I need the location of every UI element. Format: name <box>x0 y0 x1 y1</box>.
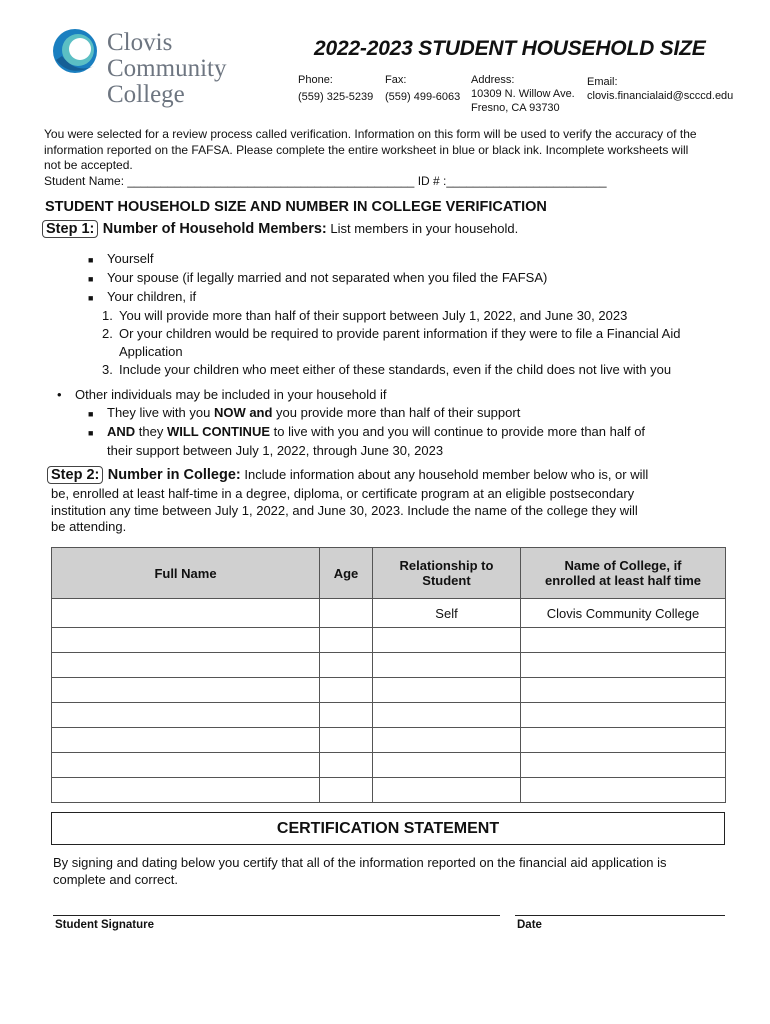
cell-name[interactable] <box>52 753 320 778</box>
step1-numbered-list <box>102 307 680 379</box>
cell-relationship[interactable] <box>373 628 521 653</box>
cell-relationship[interactable] <box>373 778 521 803</box>
fax-block <box>385 73 460 104</box>
cell-name[interactable] <box>52 599 320 628</box>
certification-title: CERTIFICATION STATEMENT <box>51 812 725 845</box>
step2-text: Include information about any household member below who is, or will <box>240 467 649 482</box>
step2-box: Step 2: <box>47 466 103 484</box>
col-college: Name of College, if enrolled at least half time <box>521 548 726 599</box>
step2-line-4: be attending. <box>51 519 127 534</box>
certification-text <box>53 854 667 888</box>
signature-label: Student Signature <box>55 919 155 931</box>
cell-relationship[interactable] <box>373 728 521 753</box>
step1-text: List members in your household. <box>326 221 519 236</box>
list-item: ■ AND they WILL CONTINUE to live with you and you will continue to provide more than half of <box>88 424 646 439</box>
table-row <box>52 753 726 778</box>
cell-college[interactable] <box>521 653 726 678</box>
other-individuals: • Other individuals may be included in your household if <box>57 387 387 402</box>
cell-college[interactable] <box>521 753 726 778</box>
list-item: ■ They live with you NOW and you provide more than half of their support <box>88 405 521 420</box>
table-row <box>52 653 726 678</box>
list-item: their support between July 1, 2022, through June 30, 2023 <box>107 443 444 458</box>
fax-label: Fax: <box>385 74 407 86</box>
cell-relationship[interactable] <box>373 753 521 778</box>
cell-name[interactable] <box>52 778 320 803</box>
step1-heading: Number of Household Members: <box>102 221 327 237</box>
intro-line-2: information reported on the FAFSA. Please complete the entire worksheet in blue or black ink. Incomplete worksheets will <box>44 142 689 157</box>
step1-header <box>42 220 518 238</box>
list-item: 1. You will provide more than half of their support between July 1, 2022, and June 30, 2023 <box>102 308 628 323</box>
date-label: Date <box>517 919 542 931</box>
cell-age[interactable] <box>320 628 373 653</box>
table-header-row <box>52 548 726 599</box>
list-item: Application <box>119 344 183 359</box>
col-age: Age <box>320 548 373 599</box>
certification-line-1: By signing and dating below you certify that all of the information reported on the financial aid application is <box>53 855 667 870</box>
email-label: Email: <box>587 76 618 88</box>
cell-age[interactable] <box>320 599 373 628</box>
cell-name[interactable] <box>52 703 320 728</box>
list-item: ■ Your spouse (if legally married and not separated when you filed the FAFSA) <box>88 270 548 285</box>
cell-age[interactable] <box>320 728 373 753</box>
student-name-id-field[interactable]: Student Name: ___________________________________________ ID # :________________________ <box>44 173 607 188</box>
phone-label: Phone: <box>298 74 333 86</box>
col-relationship: Relationship to Student <box>373 548 521 599</box>
address-line-2: Fresno, CA 93730 <box>471 102 560 114</box>
household-table <box>51 547 726 803</box>
intro-line-1: You were selected for a review process called verification. Information on this form will be used to verify the accuracy of the <box>44 127 697 141</box>
table-row <box>52 678 726 703</box>
cell-age[interactable] <box>320 778 373 803</box>
signature-line[interactable] <box>53 915 500 916</box>
phone-value: (559) 325-5239 <box>298 91 374 103</box>
table-row <box>52 628 726 653</box>
intro-paragraph <box>44 127 744 189</box>
cell-age[interactable] <box>320 678 373 703</box>
address-line-1: 10309 N. Willow Ave. <box>471 88 575 100</box>
logo-swirl-icon <box>50 26 100 82</box>
fax-value: (559) 499-6063 <box>385 91 461 103</box>
cell-college[interactable] <box>521 678 726 703</box>
list-item: 2. Or your children would be required to provide parent information if they were to file a Financial Aid <box>102 326 681 341</box>
table-row <box>52 703 726 728</box>
cell-college[interactable] <box>521 778 726 803</box>
table-row <box>52 599 726 628</box>
section-title: STUDENT HOUSEHOLD SIZE AND NUMBER IN COLLEGE VERIFICATION <box>45 199 547 215</box>
col-full-name: Full Name <box>52 548 320 599</box>
step2-header <box>47 466 648 484</box>
step2-line-3: institution any time between July 1, 2022, and June 30, 2023. Include the name of the college they will <box>51 502 638 518</box>
page-title: 2022-2023 STUDENT HOUSEHOLD SIZE <box>314 37 706 60</box>
table-row <box>52 778 726 803</box>
cell-relationship[interactable] <box>373 678 521 703</box>
step1-bullet-list <box>88 250 547 307</box>
cell-relationship[interactable]: Self <box>373 599 521 628</box>
cell-age[interactable] <box>320 653 373 678</box>
list-item: 3. Include your children who meet either of these standards, even if the child does not live with you <box>102 362 672 377</box>
logo-line-1: Clovis <box>107 29 173 56</box>
address-label: Address: <box>471 74 515 86</box>
other-sub-list <box>88 404 645 460</box>
cell-college[interactable] <box>521 728 726 753</box>
phone-block <box>298 73 373 104</box>
cell-college[interactable] <box>521 703 726 728</box>
cell-name[interactable] <box>52 628 320 653</box>
college-logo <box>50 26 227 108</box>
address-block <box>471 73 575 115</box>
cell-college[interactable] <box>521 628 726 653</box>
email-block <box>587 75 733 103</box>
logo-line-3: College <box>107 81 185 108</box>
date-line[interactable] <box>515 915 725 916</box>
list-item: ■ Your children, if <box>88 289 197 304</box>
cell-relationship[interactable] <box>373 653 521 678</box>
cell-age[interactable] <box>320 753 373 778</box>
logo-line-2: Community <box>107 55 227 82</box>
cell-age[interactable] <box>320 703 373 728</box>
table-row <box>52 728 726 753</box>
intro-line-3: not be accepted. <box>44 158 133 172</box>
certification-line-2: complete and correct. <box>53 872 179 887</box>
list-item: ■ Yourself <box>88 251 154 266</box>
step2-paragraph <box>51 486 638 536</box>
cell-name[interactable] <box>52 728 320 753</box>
email-value: clovis.financialaid@scccd.edu <box>587 90 734 102</box>
cell-relationship[interactable] <box>373 703 521 728</box>
step1-box: Step 1: <box>42 220 98 238</box>
cell-name[interactable] <box>52 653 320 678</box>
cell-name[interactable] <box>52 678 320 703</box>
step2-line-2: be, enrolled at least half-time in a degree, diploma, or certificate program at an eligible postsecondary <box>51 486 635 501</box>
cell-college[interactable]: Clovis Community College <box>521 599 726 628</box>
step2-heading: Number in College: <box>107 467 241 483</box>
